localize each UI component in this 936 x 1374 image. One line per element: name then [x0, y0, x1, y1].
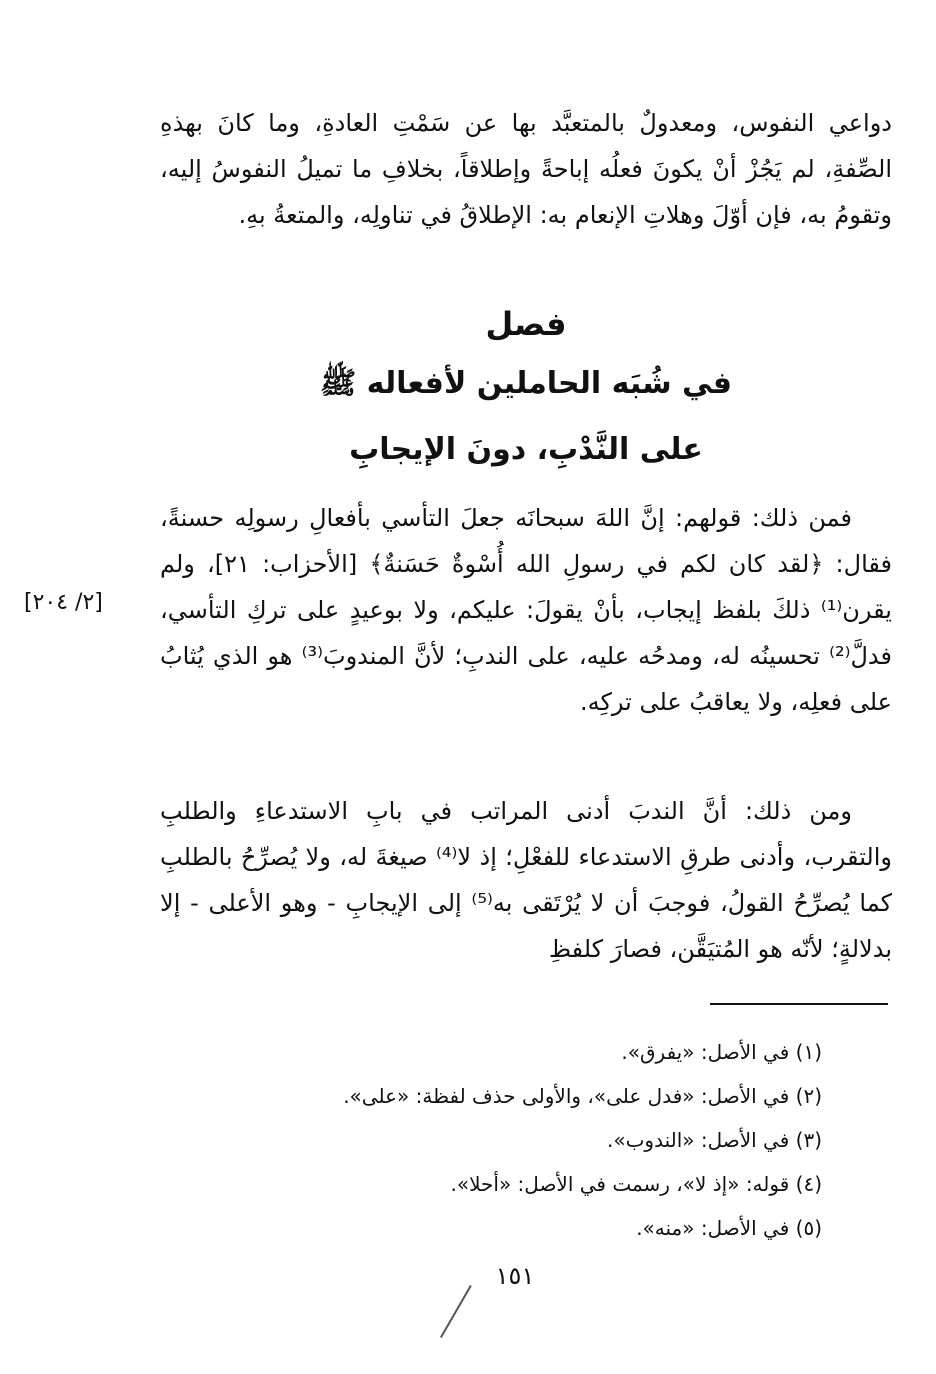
- section-heading: فصل: [485, 305, 567, 343]
- footnote-1: (١) في الأصل: «يفرق».: [621, 1040, 822, 1064]
- footnote-3: (٣) في الأصل: «الندوب».: [607, 1128, 822, 1152]
- second-argument-paragraph: [160, 788, 892, 972]
- page-number: ١٥١: [495, 1262, 535, 1290]
- scan-mark: [440, 1285, 472, 1338]
- paragraph-text: دواعي النفوس، ومعدولٌ بالمتعبَّد بها عن سَمْتِ العادةِ، وما كانَ بهذهِ الصِّفةِ، لم يَجُزْ أنْ يكونَ فعلُه إباحةً وإطلاقاً، بخلافِ ما تميلُ النفوسُ إليه، وتقومُ به، فإن أوّلَ وهلاتِ الإنعام به: الإطلاقُ في تناولِه، والمتعةُ بهِ.: [160, 109, 892, 229]
- opening-paragraph: [160, 100, 892, 238]
- footnote-separator: [710, 1003, 888, 1005]
- footnote-2: (٢) في الأصل: «فدل على»، والأولى حذف لفظة: «على».: [343, 1084, 822, 1108]
- section-title-line-2: على النَّدْبِ، دونَ الإيجابِ: [349, 432, 703, 467]
- margin-page-reference: [٢/ ٢٠٤]: [24, 590, 103, 615]
- section-title-line-1: في شُبَه الحاملين لأفعاله ﷺ: [319, 366, 733, 401]
- paragraph-text: فمن ذلك: قولهم: إنَّ اللهَ سبحانَه جعلَ التأسي بأفعالِ رسولِه حسنةً، فقال: ﴿لقد كان لكم في رسولِ الله أُسْوةٌ حَسَنةٌ﴾ [الأحزاب: ٢١]، ولم يقرن⁽¹⁾ ذلكَ بلفظ إيجاب، بأنْ يقولَ: عليكم، ولا بوعيدٍ على تركِ التأسي، فدلَّ⁽²⁾ تحسينُه له، ومدحُه عليه، على الندبِ؛ لأنَّ المندوبَ⁽³⁾ هو الذي يُثابُ على فعلِه، ولا يعاقبُ على تركِه.: [160, 504, 892, 716]
- first-argument-paragraph: [160, 495, 892, 725]
- footnote-5: (٥) في الأصل: «منه».: [636, 1216, 822, 1240]
- footnotes: [160, 1030, 822, 1250]
- footnote-4: (٤) قوله: «إذ لا»، رسمت في الأصل: «أحلا».: [450, 1172, 822, 1196]
- paragraph-text: ومن ذلك: أنَّ الندبَ أدنى المراتب في بابِ الاستدعاءِ والطلبِ والتقرب، وأدنى طرقِ الاستدعاء للفعْلِ؛ إذ لا⁽⁴⁾ صيغةَ له، ولا يُصرِّحُ بالطلبِ كما يُصرِّحُ القولُ، فوجبَ أن لا يُرْتَقى به⁽⁵⁾ إلى الإيجابِ - وهو الأعلى - إلا بدلالةٍ؛ لأنّه هو المُتيَقَّن، فصارَ كلفظِ: [160, 797, 893, 963]
